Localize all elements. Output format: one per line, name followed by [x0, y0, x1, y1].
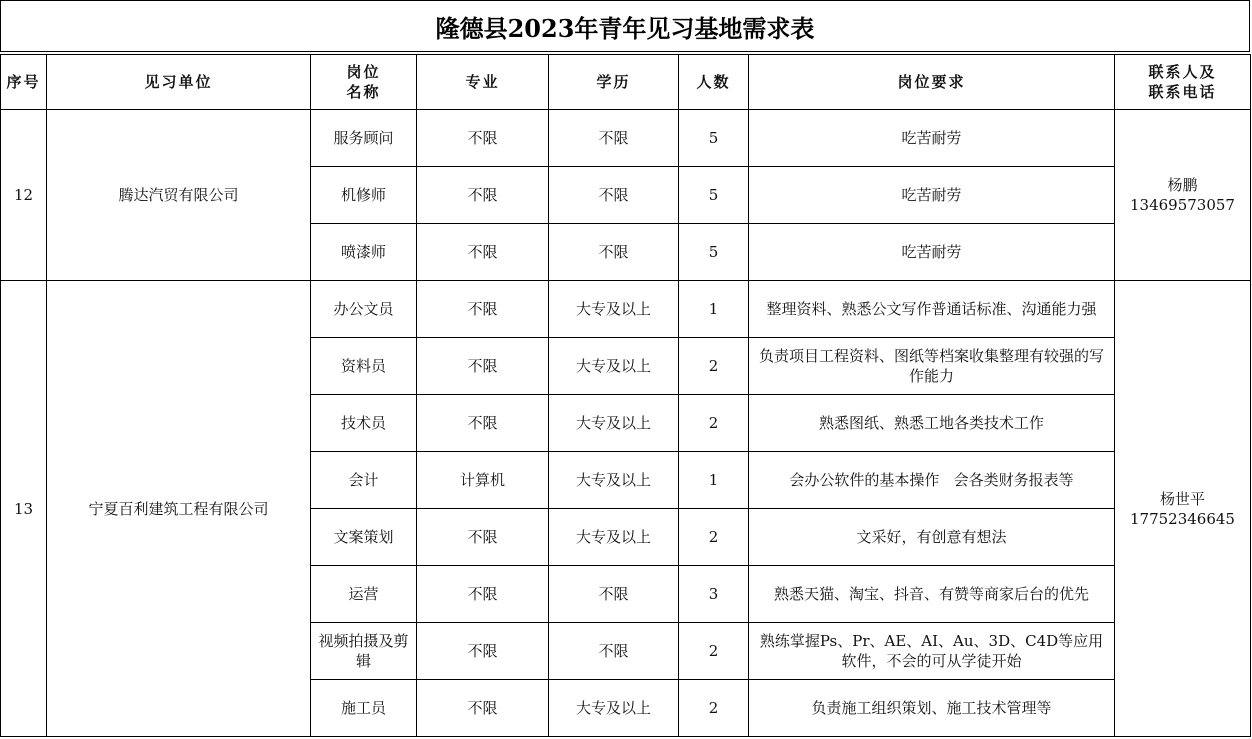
cell-req: 负责施工组织策划、施工技术管理等: [749, 680, 1115, 737]
cell-req: 吃苦耐劳: [749, 167, 1115, 224]
contact-name: 杨鹏: [1167, 176, 1198, 194]
cell-edu: 不限: [549, 110, 679, 167]
cell-major: 不限: [417, 167, 549, 224]
contact-phone: 13469573057: [1130, 196, 1235, 214]
header-row: [1, 55, 1251, 110]
cell-post: 办公文员: [311, 281, 417, 338]
cell-post: 视频拍摄及剪辑: [311, 623, 417, 680]
cell-unit: 腾达汽贸有限公司: [47, 110, 311, 281]
cell-major: 不限: [417, 338, 549, 395]
col-header-contact-line1: 联系人及: [1148, 63, 1217, 81]
cell-edu: 大专及以上: [549, 395, 679, 452]
cell-req: 熟悉天猫、淘宝、抖音、有赞等商家后台的优先: [749, 566, 1115, 623]
cell-req: 会办公软件的基本操作 会各类财务报表等: [749, 452, 1115, 509]
cell-edu: 大专及以上: [549, 338, 679, 395]
cell-no: 13: [1, 281, 47, 737]
cell-post: 会计: [311, 452, 417, 509]
cell-major: 不限: [417, 110, 549, 167]
cell-count: 2: [679, 623, 749, 680]
cell-unit: 宁夏百利建筑工程有限公司: [47, 281, 311, 737]
cell-no: 12: [1, 110, 47, 281]
contact-phone: 17752346645: [1130, 509, 1235, 528]
cell-post: 施工员: [311, 680, 417, 737]
cell-major: 不限: [417, 509, 549, 566]
col-header-major: 专业: [417, 55, 549, 110]
col-header-post-line2: 名称: [346, 83, 381, 101]
cell-edu: 不限: [549, 623, 679, 680]
cell-req: 吃苦耐劳: [749, 110, 1115, 167]
cell-post: 文案策划: [311, 509, 417, 566]
col-header-post: [311, 55, 417, 110]
cell-major: 不限: [417, 623, 549, 680]
cell-req: 整理资料、熟悉公文写作普通话标准、沟通能力强: [749, 281, 1115, 338]
page-title: 隆德县2023年青年见习基地需求表: [0, 0, 1250, 52]
cell-post: 服务顾问: [311, 110, 417, 167]
cell-count: 5: [679, 167, 749, 224]
table-row: [1, 110, 1251, 167]
cell-count: 2: [679, 680, 749, 737]
cell-req: 熟悉图纸、熟悉工地各类技术工作: [749, 395, 1115, 452]
cell-major: 不限: [417, 281, 549, 338]
cell-post: 资料员: [311, 338, 417, 395]
cell-req: 负责项目工程资料、图纸等档案收集整理有较强的写作能力: [749, 338, 1115, 395]
cell-count: 3: [679, 566, 749, 623]
cell-contact: [1115, 110, 1251, 281]
cell-count: 1: [679, 281, 749, 338]
cell-edu: 不限: [549, 224, 679, 281]
cell-count: 2: [679, 338, 749, 395]
cell-edu: 大专及以上: [549, 281, 679, 338]
cell-req: 文采好，有创意有想法: [749, 509, 1115, 566]
col-header-req: 岗位要求: [749, 55, 1115, 110]
cell-post: 运营: [311, 566, 417, 623]
cell-post: 喷漆师: [311, 224, 417, 281]
contact-name: 杨世平: [1159, 489, 1205, 508]
demand-table: [0, 54, 1251, 737]
cell-major: 不限: [417, 395, 549, 452]
cell-major: 不限: [417, 566, 549, 623]
cell-post: 机修师: [311, 167, 417, 224]
cell-count: 5: [679, 224, 749, 281]
col-header-post-line1: 岗位: [346, 63, 381, 81]
cell-major: 不限: [417, 224, 549, 281]
col-header-unit: 见习单位: [47, 55, 311, 110]
col-header-count: 人数: [679, 55, 749, 110]
cell-edu: 不限: [549, 566, 679, 623]
cell-count: 1: [679, 452, 749, 509]
table-row: [1, 281, 1251, 338]
col-header-contact: [1115, 55, 1251, 110]
cell-edu: 不限: [549, 167, 679, 224]
cell-major: 计算机: [417, 452, 549, 509]
cell-edu: 大专及以上: [549, 452, 679, 509]
cell-major: 不限: [417, 680, 549, 737]
col-header-edu: 学历: [549, 55, 679, 110]
cell-count: 2: [679, 395, 749, 452]
cell-edu: 大专及以上: [549, 680, 679, 737]
cell-edu: 大专及以上: [549, 509, 679, 566]
cell-req: 熟练掌握Ps、Pr、AE、AI、Au、3D、C4D等应用软件，不会的可从学徒开始: [749, 623, 1115, 680]
cell-count: 5: [679, 110, 749, 167]
cell-req: 吃苦耐劳: [749, 224, 1115, 281]
table-body: [1, 110, 1251, 737]
cell-contact: [1115, 281, 1251, 737]
cell-count: 2: [679, 509, 749, 566]
col-header-contact-line2: 联系电话: [1148, 83, 1217, 101]
cell-post: 技术员: [311, 395, 417, 452]
col-header-no: 序号: [1, 55, 47, 110]
